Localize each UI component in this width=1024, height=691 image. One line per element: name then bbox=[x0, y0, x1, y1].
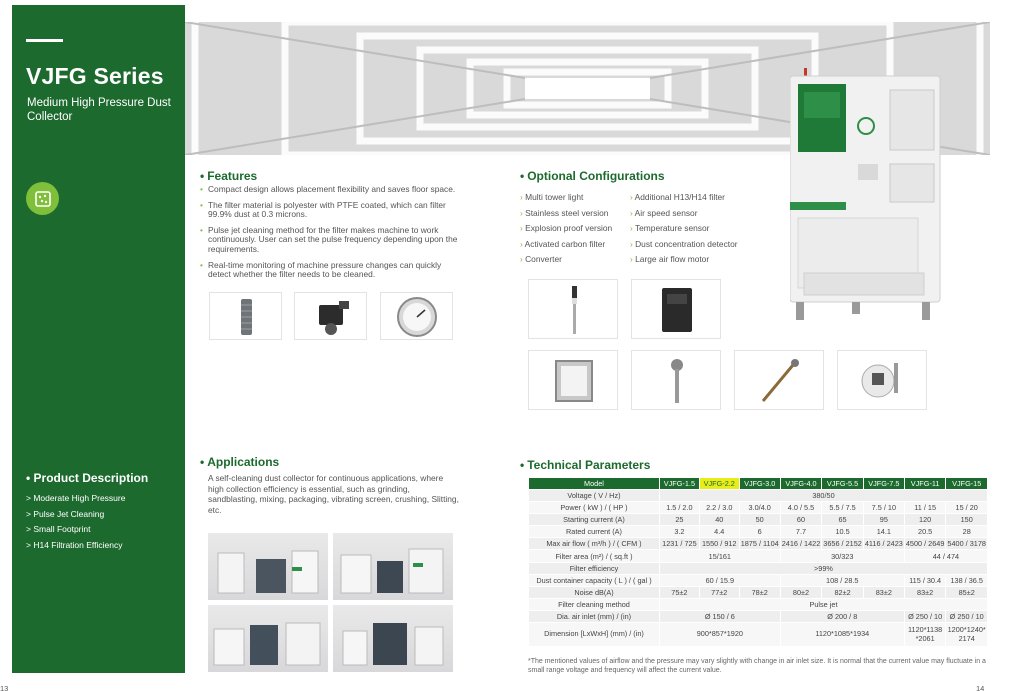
table-row bbox=[529, 610, 988, 622]
applications-title: • Applications bbox=[200, 455, 280, 469]
tower-light-image bbox=[528, 279, 618, 339]
page-number-left: 13 bbox=[0, 684, 9, 691]
column-header: VJFG-11 bbox=[904, 478, 946, 490]
row-label: Max air flow ( m³/h ) / ( CFM ) bbox=[529, 538, 660, 550]
column-header: VJFG-1.5 bbox=[659, 478, 699, 490]
cell: 80±2 bbox=[780, 586, 822, 598]
technical-parameters-title: • Technical Parameters bbox=[520, 458, 651, 472]
cell: 4500 / 2649 bbox=[905, 539, 945, 549]
features-list bbox=[200, 185, 460, 286]
table-row bbox=[529, 550, 988, 562]
cell: 11 / 15 bbox=[904, 502, 946, 514]
column-header: VJFG-7.5 bbox=[863, 478, 904, 490]
optional-config-title: • Optional Configurations bbox=[520, 169, 665, 183]
list-item: › Dust concentration detector bbox=[630, 237, 738, 253]
cell: 10.5 bbox=[822, 526, 864, 538]
cell: 83±2 bbox=[863, 586, 904, 598]
table-row bbox=[529, 502, 988, 514]
column-header: VJFG-5.5 bbox=[822, 478, 864, 490]
cell: 15/161 bbox=[659, 550, 780, 562]
series-subtitle: Medium High Pressure Dust Collector bbox=[27, 97, 171, 123]
row-label: Dia. air inlet (mm) / (in) bbox=[529, 610, 660, 622]
dust-collector-product-image bbox=[790, 68, 942, 330]
table-row bbox=[529, 526, 988, 538]
table-row bbox=[529, 598, 988, 610]
cell: 115 / 30.4 bbox=[904, 574, 946, 586]
page-number-right: 14 bbox=[976, 684, 985, 691]
cell: 2416 / 1422 bbox=[781, 539, 821, 549]
list-item: > H14 Filtration Efficiency bbox=[26, 539, 123, 550]
list-item: › Converter bbox=[520, 252, 612, 268]
column-header: VJFG-15 bbox=[946, 478, 988, 490]
cell: 3.2 bbox=[659, 526, 699, 538]
cell: 77±2 bbox=[699, 586, 739, 598]
table-header-row bbox=[529, 478, 988, 490]
air-speed-sensor-image bbox=[631, 350, 721, 410]
cell: 7.5 / 10 bbox=[863, 502, 904, 514]
table-row bbox=[529, 538, 988, 550]
cell: 82±2 bbox=[822, 586, 864, 598]
application-photo bbox=[333, 533, 453, 600]
list-item: > Pulse Jet Cleaning bbox=[26, 508, 105, 519]
table-row bbox=[529, 586, 988, 598]
row-label: Filter cleaning method bbox=[529, 598, 660, 610]
cell: 60 / 15.9 bbox=[659, 574, 780, 586]
cell: 108 / 28.5 bbox=[780, 574, 904, 586]
cell: 4.0 / 5.5 bbox=[780, 502, 822, 514]
cell: 25 bbox=[659, 514, 699, 526]
cell: 4.4 bbox=[699, 526, 739, 538]
table-row bbox=[529, 623, 988, 647]
product-description-list bbox=[26, 491, 125, 553]
list-item: • Compact design allows placement flexibility and saves floor space. bbox=[200, 185, 460, 195]
cell: 900*857*1920 bbox=[659, 623, 780, 647]
cell: 65 bbox=[822, 514, 864, 526]
row-label: Dust container capacity ( L ) / ( gal ) bbox=[529, 574, 660, 586]
application-photo bbox=[208, 533, 328, 600]
list-item: › Activated carbon filter bbox=[520, 237, 612, 253]
row-label: Voltage ( V / Hz) bbox=[529, 490, 660, 502]
list-item: › Multi tower light bbox=[520, 190, 612, 206]
cell: 7.7 bbox=[780, 526, 822, 538]
table-row bbox=[529, 490, 988, 502]
application-photo bbox=[333, 605, 453, 672]
row-label: Noise dB(A) bbox=[529, 586, 660, 598]
cell: 1875 / 1104 bbox=[740, 539, 779, 549]
list-item: • Pulse jet cleaning method for the filter makes machine to work continuously. User can set the pulse frequency depending upon the requirements. bbox=[200, 226, 460, 255]
cell: 20.5 bbox=[904, 526, 946, 538]
cell: 85±2 bbox=[946, 586, 988, 598]
table-row bbox=[529, 514, 988, 526]
applications-text: A self-cleaning dust collector for continuous applications, where high collection efficiency is essential, such as grinding, sandblasting, mixing, packaging, vibrating screen, crushing, Slitting, etc. bbox=[208, 473, 459, 515]
cell: Pulse jet bbox=[659, 598, 987, 610]
cell: 1231 / 725 bbox=[659, 538, 699, 550]
dust-filter-icon bbox=[26, 182, 59, 215]
cell: 50 bbox=[739, 514, 780, 526]
list-item: > Small Footprint bbox=[26, 524, 91, 534]
cell: 6 bbox=[739, 526, 780, 538]
pulse-valve-image bbox=[294, 292, 367, 340]
cell: 138 / 36.5 bbox=[946, 574, 988, 586]
table-row bbox=[529, 562, 988, 574]
features-title: • Features bbox=[200, 169, 258, 183]
cell: Ø 150 / 6 bbox=[659, 610, 780, 622]
row-label: Filter area (m²) / ( sq.ft ) bbox=[529, 550, 660, 562]
table-footnote: *The mentioned values of airflow and the pressure may vary slightly with change in air inlet size. It is normal that the current value may fluctuate in a small range voltage and frequency will affect the current value. bbox=[528, 658, 986, 674]
row-label: Dimension [LxWxH] (mm) / (in) bbox=[529, 623, 660, 647]
row-label: Rated current (A) bbox=[529, 526, 660, 538]
row-label: Power ( kW ) / ( HP ) bbox=[529, 502, 660, 514]
cell: 78±2 bbox=[739, 586, 780, 598]
dust-concentration-detector-image bbox=[837, 350, 927, 410]
cell: 1120*1138 *2061 bbox=[904, 623, 946, 647]
cell: 4116 / 2423 bbox=[864, 539, 903, 549]
column-header: VJFG-4.0 bbox=[780, 478, 822, 490]
cell: 5400 / 3178 bbox=[947, 539, 986, 549]
series-title: VJFG Series bbox=[26, 63, 164, 89]
cell: 3.0/4.0 bbox=[739, 502, 780, 514]
cell: Ø 200 / 8 bbox=[780, 610, 904, 622]
title-accent-bar bbox=[26, 39, 63, 42]
cell: 1550 / 912 bbox=[699, 538, 739, 550]
converter-image bbox=[631, 279, 721, 339]
technical-parameters-table bbox=[528, 477, 988, 647]
cell: 380/50 bbox=[659, 490, 987, 502]
pressure-gauge-image bbox=[380, 292, 453, 340]
hepa-filter-image bbox=[528, 350, 618, 410]
list-item: › Air speed sensor bbox=[630, 206, 738, 222]
cell: 30/323 bbox=[780, 550, 904, 562]
cell: 3656 / 2152 bbox=[823, 539, 862, 549]
list-item: › Temperature sensor bbox=[630, 221, 738, 237]
cell: 60 bbox=[780, 514, 822, 526]
series-sidebar bbox=[12, 5, 185, 673]
cell: 40 bbox=[699, 514, 739, 526]
product-description-title: • Product Description bbox=[26, 471, 149, 485]
optional-config-list-right bbox=[630, 190, 738, 268]
cell: Ø 250 / 10 bbox=[946, 610, 988, 622]
cell: 83±2 bbox=[904, 586, 946, 598]
cell: 150 bbox=[946, 514, 988, 526]
cell: 120 bbox=[904, 514, 946, 526]
list-item: › Explosion proof version bbox=[520, 221, 612, 237]
cell: 14.1 bbox=[863, 526, 904, 538]
temperature-sensor-image bbox=[734, 350, 824, 410]
cell: 28 bbox=[946, 526, 988, 538]
list-item: › Additional H13/H14 filter bbox=[630, 190, 738, 206]
table-row bbox=[529, 574, 988, 586]
cell: 95 bbox=[863, 514, 904, 526]
column-header: VJFG-3.0 bbox=[739, 478, 780, 490]
column-header: Model bbox=[529, 478, 660, 490]
cell: 1200*1240* 2174 bbox=[946, 623, 988, 647]
list-item: • Real-time monitoring of machine pressure changes can quickly detect whether the filter needs to be cleaned. bbox=[200, 261, 460, 280]
cell: 5.5 / 7.5 bbox=[822, 502, 864, 514]
list-item: › Large air flow motor bbox=[630, 252, 738, 268]
list-item: › Stainless steel version bbox=[520, 206, 612, 222]
optional-config-list-left bbox=[520, 190, 612, 268]
cell: 1.5 / 2.0 bbox=[659, 502, 699, 514]
application-photo bbox=[208, 605, 328, 672]
cell: 2.2 / 3.0 bbox=[699, 502, 739, 514]
cell: 75±2 bbox=[659, 586, 699, 598]
column-header-highlighted: VJFG-2.2 bbox=[699, 478, 739, 490]
list-item: > Moderate High Pressure bbox=[26, 493, 126, 503]
cell: Ø 250 / 10 bbox=[904, 610, 946, 622]
row-label: Starting current (A) bbox=[529, 514, 660, 526]
filter-cartridge-image bbox=[209, 292, 282, 340]
cell: 44 / 474 bbox=[904, 550, 987, 562]
row-label: Filter efficiency bbox=[529, 562, 660, 574]
list-item: • The filter material is polyester with PTFE coated, which can filter 99.9% dust at 0.3 microns. bbox=[200, 201, 460, 220]
cell: >99% bbox=[659, 562, 987, 574]
cell: 15 / 20 bbox=[946, 502, 988, 514]
cell: 1120*1085*1934 bbox=[780, 623, 904, 647]
